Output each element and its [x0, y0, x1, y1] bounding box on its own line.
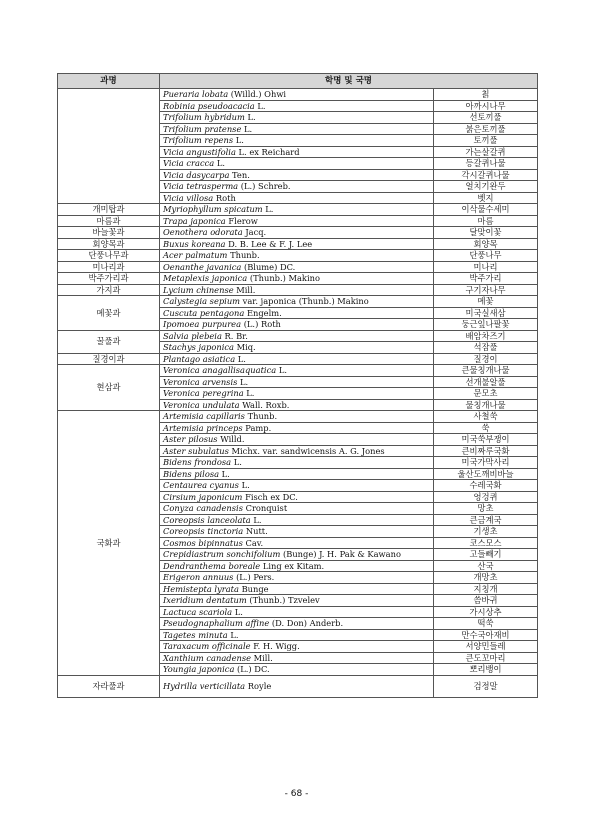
table-row: [58, 238, 538, 250]
species-epithet: Trapa japonica: [163, 215, 226, 226]
table-row: [58, 227, 538, 239]
scientific-name-cell: [160, 537, 434, 549]
korean-name-cell: 토끼풀: [434, 135, 538, 147]
species-epithet: Lactuca scariola: [163, 606, 233, 617]
korean-name-cell: 산국: [434, 560, 538, 572]
korean-name-cell: 코스모스: [434, 537, 538, 549]
species-epithet: Centaurea cyanus: [163, 480, 239, 490]
scientific-name-cell: [160, 641, 434, 653]
scientific-name-cell: [160, 123, 434, 135]
family-cell: 현삼과: [58, 365, 160, 411]
family-cell: 국화과: [58, 411, 160, 676]
family-cell: [58, 89, 160, 204]
author-citation: R. Br.: [224, 330, 248, 341]
author-citation: Jacq.: [245, 227, 267, 237]
scientific-name-cell: [160, 146, 434, 158]
species-epithet: Coreopsis tinctoria: [163, 526, 244, 536]
scientific-name-cell: [160, 135, 434, 147]
author-citation: (Willd.) Ohwi: [230, 89, 287, 99]
species-epithet: Trifolium repens: [163, 135, 234, 145]
author-citation: L.: [265, 204, 274, 214]
author-citation: Michx. var. sandwicensis A. G. Jones: [231, 445, 385, 456]
species-epithet: Conyza canadensis: [163, 503, 243, 513]
species-epithet: Youngia japonica: [163, 664, 235, 674]
species-epithet: Lycium chinense: [163, 284, 234, 295]
korean-name-cell: 단풍나무: [434, 250, 538, 262]
species-epithet: Oenanthe javanica: [163, 261, 242, 272]
scientific-name-cell: [160, 181, 434, 193]
species-epithet: Cuscuta pentagona: [163, 307, 245, 318]
author-citation: L.: [234, 606, 243, 617]
korean-name-cell: 지칭개: [434, 583, 538, 595]
author-citation: Nutt.: [245, 526, 268, 536]
table-row: [58, 330, 538, 342]
korean-name-cell: 미국가막사리: [434, 457, 538, 469]
scientific-name-cell: [160, 583, 434, 595]
author-citation: L.: [241, 480, 250, 490]
species-epithet: Artemisia princeps: [163, 422, 243, 433]
species-epithet: Aster pilosus: [163, 434, 218, 444]
species-epithet: Cirsium japonicum: [163, 491, 243, 502]
species-epithet: Aster subulatus: [163, 445, 229, 456]
table-row: [58, 675, 538, 697]
scientific-name-cell: [160, 169, 434, 181]
table-body: [58, 89, 538, 698]
author-citation: (L.) DC.: [237, 664, 270, 674]
korean-name-cell: 붉은토끼풀: [434, 123, 538, 135]
header-family: 과명: [58, 74, 160, 89]
table-row: [58, 284, 538, 296]
species-epithet: Dendranthema boreale: [163, 560, 261, 571]
korean-name-cell: 큰도꼬마리: [434, 652, 538, 664]
author-citation: (Bunge) J. H. Pak & Kawano: [282, 549, 401, 559]
table-row: [58, 215, 538, 227]
korean-name-cell: 미나리: [434, 261, 538, 273]
korean-name-cell: 질경이: [434, 353, 538, 365]
scientific-name-cell: [160, 595, 434, 607]
korean-name-cell: 큰비짜루국화: [434, 445, 538, 457]
family-cell: 마름과: [58, 215, 160, 227]
author-citation: Flerow: [228, 215, 258, 226]
korean-name-cell: 개망초: [434, 572, 538, 584]
species-epithet: Acer palmatum: [163, 250, 228, 260]
author-citation: var. japonica (Thunb.) Makino: [242, 296, 369, 306]
scientific-name-cell: [160, 273, 434, 285]
species-epithet: Myriophyllum spicatum: [163, 204, 263, 214]
author-citation: L.: [240, 376, 249, 387]
author-citation: F. H. Wigg.: [253, 641, 300, 651]
scientific-name-cell: [160, 296, 434, 308]
species-epithet: Veronica undulata: [163, 399, 240, 410]
korean-name-cell: 서양민들레: [434, 641, 538, 653]
korean-name-cell: 선개불알풀: [434, 376, 538, 388]
scientific-name-cell: [160, 376, 434, 388]
family-cell: 박주가리과: [58, 273, 160, 285]
author-citation: Thunb.: [230, 250, 260, 260]
species-epithet: Buxus koreana: [163, 238, 226, 249]
scientific-name-cell: [160, 549, 434, 561]
scientific-name-cell: [160, 422, 434, 434]
korean-name-cell: 가는살갈퀴: [434, 146, 538, 158]
species-epithet: Metaplexis japonica: [163, 273, 248, 283]
scientific-name-cell: [160, 514, 434, 526]
korean-name-cell: 둥근잎나팔꽃: [434, 319, 538, 331]
author-citation: L.: [233, 457, 242, 467]
header-names: 학명 및 국명: [160, 74, 538, 89]
scientific-name-cell: [160, 618, 434, 630]
korean-name-cell: 물칭개나물: [434, 399, 538, 411]
author-citation: Cav.: [245, 537, 264, 548]
species-epithet: Pueraria lobata: [163, 89, 229, 99]
family-cell: 개미탑과: [58, 204, 160, 216]
species-epithet: Coreopsis lanceolata: [163, 514, 251, 525]
korean-name-cell: 아까시나무: [434, 100, 538, 112]
species-epithet: Trifolium pratense: [163, 123, 242, 134]
scientific-name-cell: [160, 503, 434, 515]
scientific-name-cell: [160, 342, 434, 354]
korean-name-cell: 큰물칭개나물: [434, 365, 538, 377]
table-row: [58, 296, 538, 308]
korean-name-cell: 이삭물수세미: [434, 204, 538, 216]
author-citation: L.: [216, 158, 225, 168]
scientific-name-cell: [160, 215, 434, 227]
scientific-name-cell: [160, 560, 434, 572]
korean-name-cell: 큰금계국: [434, 514, 538, 526]
family-cell: 단풍나무과: [58, 250, 160, 262]
scientific-name-cell: [160, 100, 434, 112]
page-number: - 68 -: [284, 789, 309, 799]
scientific-name-cell: [160, 89, 434, 101]
family-cell: 가지과: [58, 284, 160, 296]
species-table: [57, 73, 538, 698]
scientific-name-cell: [160, 664, 434, 676]
scientific-name-cell: [160, 284, 434, 296]
species-epithet: Ixeridium dentatum: [163, 595, 247, 605]
korean-name-cell: 달맞이꽃: [434, 227, 538, 239]
korean-name-cell: 마름: [434, 215, 538, 227]
korean-name-cell: 쑥: [434, 422, 538, 434]
species-epithet: Bidens pilosa: [163, 468, 220, 479]
table-row: [58, 365, 538, 377]
korean-name-cell: 만수국아재비: [434, 629, 538, 641]
korean-name-cell: 등갈퀴나물: [434, 158, 538, 170]
author-citation: Ten.: [232, 169, 250, 180]
scientific-name-cell: [160, 238, 434, 250]
author-citation: Miq.: [236, 342, 256, 352]
species-epithet: Oenothera odorata: [163, 227, 243, 237]
author-citation: Wall. Roxb.: [242, 399, 290, 410]
korean-name-cell: 석잠풀: [434, 342, 538, 354]
korean-name-cell: 씀바귀: [434, 595, 538, 607]
table-row: [58, 89, 538, 101]
korean-name-cell: 엉겅퀴: [434, 491, 538, 503]
author-citation: L.: [235, 135, 244, 145]
scientific-name-cell: [160, 411, 434, 423]
author-citation: L.: [230, 629, 239, 640]
table-row: [58, 353, 538, 365]
scientific-name-cell: [160, 491, 434, 503]
scientific-name-cell: [160, 629, 434, 641]
author-citation: Bunge: [241, 583, 269, 594]
species-epithet: Taraxacum officinale: [163, 641, 251, 651]
author-citation: Engelm.: [246, 307, 282, 318]
species-epithet: Vicia dasycarpa: [163, 169, 230, 180]
family-cell: 자라풀과: [58, 675, 160, 697]
scientific-name-cell: [160, 204, 434, 216]
table-row: [58, 411, 538, 423]
author-citation: Thunb.: [247, 411, 278, 421]
author-citation: L.: [244, 123, 253, 134]
korean-name-cell: 기생초: [434, 526, 538, 538]
author-citation: (L.) Schreb.: [240, 181, 291, 191]
species-epithet: Crepidiastrum sonchifolium: [163, 549, 281, 559]
author-citation: L. ex Reichard: [238, 146, 300, 157]
scientific-name-cell: [160, 675, 434, 697]
species-epithet: Veronica peregrina: [163, 388, 244, 398]
author-citation: L.: [237, 353, 246, 364]
species-epithet: Salvia plebeia: [163, 330, 222, 341]
author-citation: D. B. Lee & F. J. Lee: [228, 238, 313, 249]
korean-name-cell: 수레국화: [434, 480, 538, 492]
author-citation: (L.) Pers.: [236, 572, 275, 582]
species-epithet: Vicia angustifolia: [163, 146, 236, 157]
korean-name-cell: 가시상추: [434, 606, 538, 618]
species-epithet: Calystegia sepium: [163, 296, 241, 306]
korean-name-cell: 벳지: [434, 192, 538, 204]
author-citation: (Blume) DC.: [243, 261, 296, 272]
author-citation: Fisch ex DC.: [245, 491, 298, 502]
scientific-name-cell: [160, 445, 434, 457]
korean-name-cell: 구기자나무: [434, 284, 538, 296]
table-row: [58, 261, 538, 273]
author-citation: (Thunb.) Makino: [249, 273, 320, 283]
species-epithet: Vicia tetrasperma: [163, 181, 239, 191]
author-citation: Roth: [215, 192, 236, 203]
species-epithet: Xanthium canadense: [163, 652, 251, 663]
species-epithet: Veronica arvensis: [163, 376, 238, 387]
author-citation: L.: [247, 112, 256, 122]
author-citation: Cronquist: [245, 503, 288, 513]
korean-name-cell: 사철쑥: [434, 411, 538, 423]
korean-name-cell: 박주가리: [434, 273, 538, 285]
korean-name-cell: 각시갈퀴나물: [434, 169, 538, 181]
scientific-name-cell: [160, 227, 434, 239]
scientific-name-cell: [160, 468, 434, 480]
korean-name-cell: 칡: [434, 89, 538, 101]
scientific-name-cell: [160, 606, 434, 618]
scientific-name-cell: [160, 319, 434, 331]
scientific-name-cell: [160, 330, 434, 342]
scientific-name-cell: [160, 112, 434, 124]
author-citation: L.: [246, 388, 255, 398]
family-cell: 미나리과: [58, 261, 160, 273]
scientific-name-cell: [160, 353, 434, 365]
species-epithet: Stachys japonica: [163, 342, 234, 352]
species-epithet: Ipomoea purpurea: [163, 319, 242, 329]
table-row: [58, 273, 538, 285]
author-citation: L.: [253, 514, 262, 525]
korean-name-cell: 뽀리뱅이: [434, 664, 538, 676]
species-epithet: Plantago asiatica: [163, 353, 236, 364]
korean-name-cell: 회양목: [434, 238, 538, 250]
species-epithet: Trifolium hybridum: [163, 112, 245, 122]
korean-name-cell: 선토끼풀: [434, 112, 538, 124]
family-cell: 꿀풀과: [58, 330, 160, 353]
table-row: [58, 250, 538, 262]
family-cell: 질경이과: [58, 353, 160, 365]
scientific-name-cell: [160, 250, 434, 262]
scientific-name-cell: [160, 158, 434, 170]
scientific-name-cell: [160, 399, 434, 411]
species-epithet: Erigeron annuus: [163, 572, 234, 582]
author-citation: Ling ex Kitam.: [262, 560, 325, 571]
scientific-name-cell: [160, 365, 434, 377]
korean-name-cell: 고들빼기: [434, 549, 538, 561]
species-epithet: Pseudognaphalium affine: [163, 618, 270, 628]
species-epithet: Vicia villosa: [163, 192, 214, 203]
species-epithet: Veronica anagallisaquatica: [163, 365, 277, 375]
author-citation: (L.) Roth: [243, 319, 281, 329]
scientific-name-cell: [160, 480, 434, 492]
author-citation: L.: [221, 468, 230, 479]
korean-name-cell: 미국실새삼: [434, 307, 538, 319]
author-citation: L.: [257, 100, 266, 111]
family-cell: 회양목과: [58, 238, 160, 250]
species-epithet: Hemistepta lyrata: [163, 583, 239, 594]
scientific-name-cell: [160, 652, 434, 664]
scientific-name-cell: [160, 261, 434, 273]
author-citation: Royle: [247, 680, 272, 691]
author-citation: Willd.: [220, 434, 245, 444]
species-epithet: Hydrilla verticillata: [163, 680, 246, 691]
author-citation: Mill.: [253, 652, 273, 663]
scientific-name-cell: [160, 388, 434, 400]
species-epithet: Cosmos bipinnatus: [163, 537, 243, 548]
species-epithet: Artemisia capillaris: [163, 411, 245, 421]
korean-name-cell: 검정말: [434, 675, 538, 697]
korean-name-cell: 문모초: [434, 388, 538, 400]
korean-name-cell: 미국쑥부쟁이: [434, 434, 538, 446]
family-cell: 메꽃과: [58, 296, 160, 331]
family-cell: 바늘꽃과: [58, 227, 160, 239]
korean-name-cell: 메꽃: [434, 296, 538, 308]
korean-name-cell: 배암차즈기: [434, 330, 538, 342]
table-row: [58, 204, 538, 216]
korean-name-cell: 울산도깨비바늘: [434, 468, 538, 480]
korean-name-cell: 얼치기완두: [434, 181, 538, 193]
species-epithet: Robinia pseudoacacia: [163, 100, 255, 111]
species-epithet: Tagetes minuta: [163, 629, 228, 640]
author-citation: L.: [278, 365, 287, 375]
korean-name-cell: 떡쑥: [434, 618, 538, 630]
scientific-name-cell: [160, 192, 434, 204]
scientific-name-cell: [160, 526, 434, 538]
scientific-name-cell: [160, 457, 434, 469]
author-citation: Mill.: [236, 284, 256, 295]
author-citation: (D. Don) Anderb.: [271, 618, 344, 628]
scientific-name-cell: [160, 572, 434, 584]
scientific-name-cell: [160, 307, 434, 319]
species-epithet: Vicia cracca: [163, 158, 215, 168]
scientific-name-cell: [160, 434, 434, 446]
header-row: [58, 74, 538, 89]
korean-name-cell: 망초: [434, 503, 538, 515]
species-epithet: Bidens frondosa: [163, 457, 232, 467]
author-citation: Pamp.: [245, 422, 272, 433]
author-citation: (Thunb.) Tzvelev: [249, 595, 320, 605]
